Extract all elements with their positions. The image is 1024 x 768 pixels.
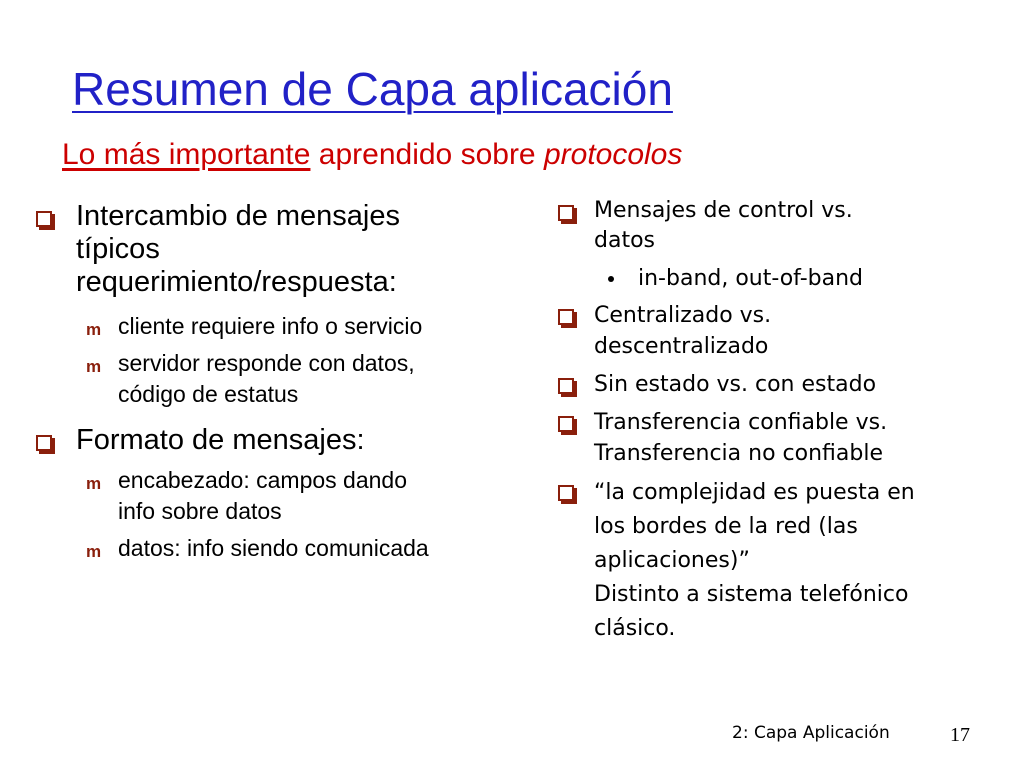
square-bullet-icon xyxy=(558,378,574,394)
bullet-text: Transferencia confiable vs. xyxy=(594,410,888,435)
sub-bullet-icon: m xyxy=(86,320,102,339)
sub-bullet-band xyxy=(552,263,1002,294)
bullet-text: “la complejidad es puesta en xyxy=(594,480,915,505)
page-number: 17 xyxy=(950,724,970,746)
square-bullet-icon xyxy=(558,485,574,501)
bullet-text: Intercambio de mensajes xyxy=(76,200,400,232)
bullet-state xyxy=(552,369,1002,400)
square-bullet-icon xyxy=(558,309,574,325)
slide-subtitle xyxy=(62,138,682,172)
bullet-text: clásico. xyxy=(594,616,676,641)
subtitle-emphasis: Lo más importante xyxy=(62,138,311,171)
bullet-text: Distinto a sistema telefónico xyxy=(594,582,909,607)
slide-title: Resumen de Capa aplicación xyxy=(72,63,673,115)
subtitle-middle: aprendido sobre xyxy=(310,138,544,171)
square-bullet-icon xyxy=(558,416,574,432)
bullet-text: Transferencia no confiable xyxy=(594,441,883,466)
sub-bullet-icon: m xyxy=(86,474,102,493)
sub-bullet-client xyxy=(30,311,520,342)
bullet-text: Formato de mensajes: xyxy=(76,424,365,456)
right-column xyxy=(552,196,1002,653)
bullet-exchange xyxy=(30,200,520,299)
subtitle-italic: protocolos xyxy=(543,138,683,171)
bullet-format xyxy=(30,424,520,457)
sub-bullet-text: encabezado: campos dando xyxy=(118,467,407,493)
dot-bullet-icon xyxy=(608,276,614,282)
bullet-text: Sin estado vs. con estado xyxy=(594,372,877,397)
sub-bullet-icon: m xyxy=(86,542,102,561)
bullet-text: requerimiento/respuesta: xyxy=(76,266,397,298)
sub-bullet-server xyxy=(30,348,520,410)
bullet-text: Mensajes de control vs. xyxy=(594,198,853,223)
bullet-transfer xyxy=(552,407,1002,469)
square-bullet-icon xyxy=(36,211,52,227)
sub-bullet-text: servidor responde con datos, xyxy=(118,350,415,376)
bullet-text: Centralizado vs. xyxy=(594,303,772,328)
bullet-text: aplicaciones)” xyxy=(594,548,750,573)
bullet-text: típicos xyxy=(76,233,160,265)
bullet-text: los bordes de la red (las xyxy=(594,514,858,539)
sub-bullet-text: cliente requiere info o servicio xyxy=(118,313,423,339)
bullet-centralized xyxy=(552,300,1002,362)
square-bullet-icon xyxy=(558,205,574,221)
bullet-text: descentralizado xyxy=(594,334,769,359)
bullet-text: datos xyxy=(594,228,655,253)
sub-bullet-text: datos: info siendo comunicada xyxy=(118,535,429,561)
left-column xyxy=(30,200,520,570)
bullet-complexity xyxy=(552,476,1002,646)
sub-bullet-icon: m xyxy=(86,357,102,376)
sub-bullet-text: in-band, out-of-band xyxy=(638,266,864,291)
sub-bullet-text: info sobre datos xyxy=(118,498,282,524)
bullet-control-messages xyxy=(552,196,1002,256)
square-bullet-icon xyxy=(36,435,52,451)
footer-chapter-label: 2: Capa Aplicación xyxy=(732,723,890,743)
sub-bullet-data xyxy=(30,533,520,564)
sub-bullet-text: código de estatus xyxy=(118,381,299,407)
sub-bullet-header xyxy=(30,465,520,527)
